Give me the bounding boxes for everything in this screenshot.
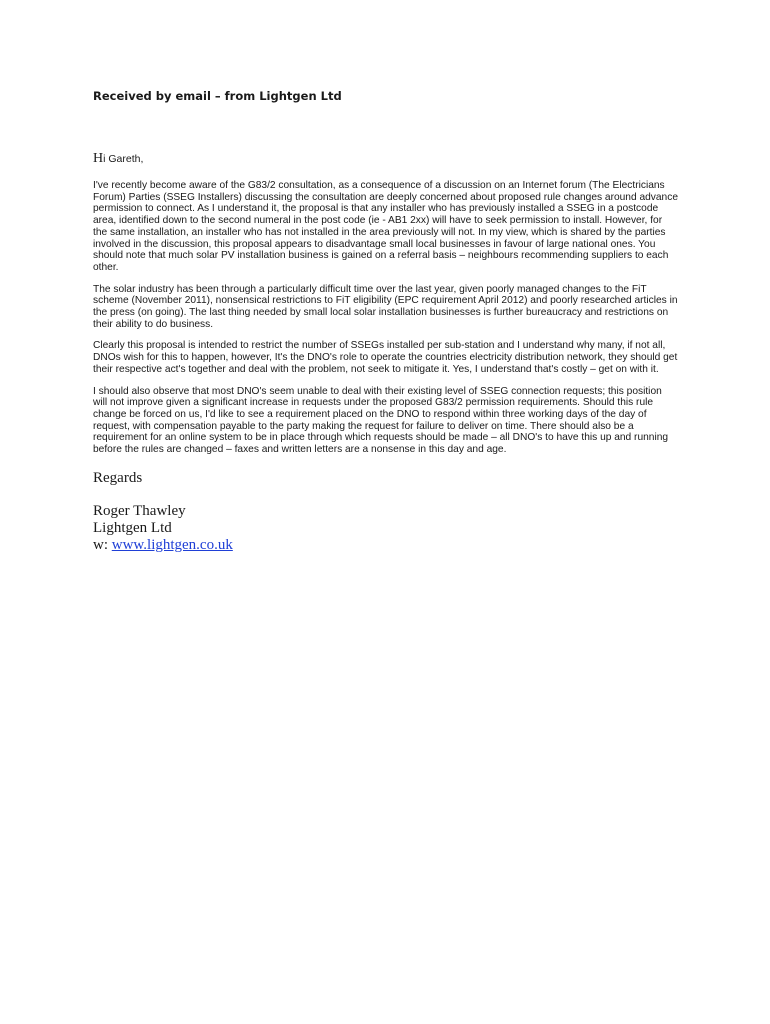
website-link[interactable]: www.lightgen.co.uk [111,536,233,553]
signature-block [93,503,678,554]
greeting-text: i Gareth, [103,153,144,165]
greeting-initial: H [93,151,104,166]
web-prefix: w: [93,536,112,553]
paragraph-2: The solar industry has been through a particularly difficult time over the last year, given poorly managed changes to the FiT scheme (November 2011), nonsensical restrictions to FiT eligibility (EPC requirement April 2012) and poorly researched articles in the press (on going). The last thing needed by small local solar installation businesses is further bureaucracy and restrictions on their ability to do business. [93,283,678,330]
greeting [93,152,678,166]
signature-web [93,537,678,554]
paragraph-4: I should also observe that most DNO's seem unable to deal with their existing level of SSEG connection requests; this position will not improve given a significant increase in requests under the proposed G83/2 permission requirements. Should this rule change be forced on us, I'd like to see a requirement placed on the DNO to respond within three working days of the day of request, with compensation payable to the party making the request for failure to deliver on time. There should also be a requirement for an online system to be in place through which requests should be made – all DNO's to have this up and running before the rules are changed – faxes and written letters are a nonsense in this day and age. [93,385,669,456]
signoff: Regards [93,469,143,486]
signature-name: Roger Thawley [93,502,186,519]
letter-content [93,88,678,554]
signature-company: Lightgen Ltd [93,519,172,536]
paragraph-3: Clearly this proposal is intended to restrict the number of SSEGs installed per sub-station and I understand why many, if not all, DNOs wish for this to happen, however, It's the DNO's role to operate the countries electricity distribution network, they should get their respective act's together and deal with the problem, not seek to mitigate it. Yes, I understand that's costly – get on with it. [93,340,678,375]
letter-heading: Received by email – from Lightgen Ltd [93,89,342,103]
paragraph-1: I've recently become aware of the G83/2 consultation, as a consequence of a discussion on an Internet forum (The Electricians Forum) Parties (SSEG Installers) discussing the consultation are deeply concerned about proposed rule changes around advance permission to connect. As I understand it, the proposal is that any installer who has previously installed a SSEG in a postcode area, identified down to the second numeral in the post code (ie - AB1 2xx) will have to seek permission to install. However, for the same installation, an installer who has not installed in the area previously will not. In my view, which is shared by the parties involved in the discussion, this proposal appears to disadvantage small local businesses in favour of large national ones. You should note that much solar PV installation business is gained on a referral basis – neighbours recommending suppliers to each other. [93,180,678,273]
